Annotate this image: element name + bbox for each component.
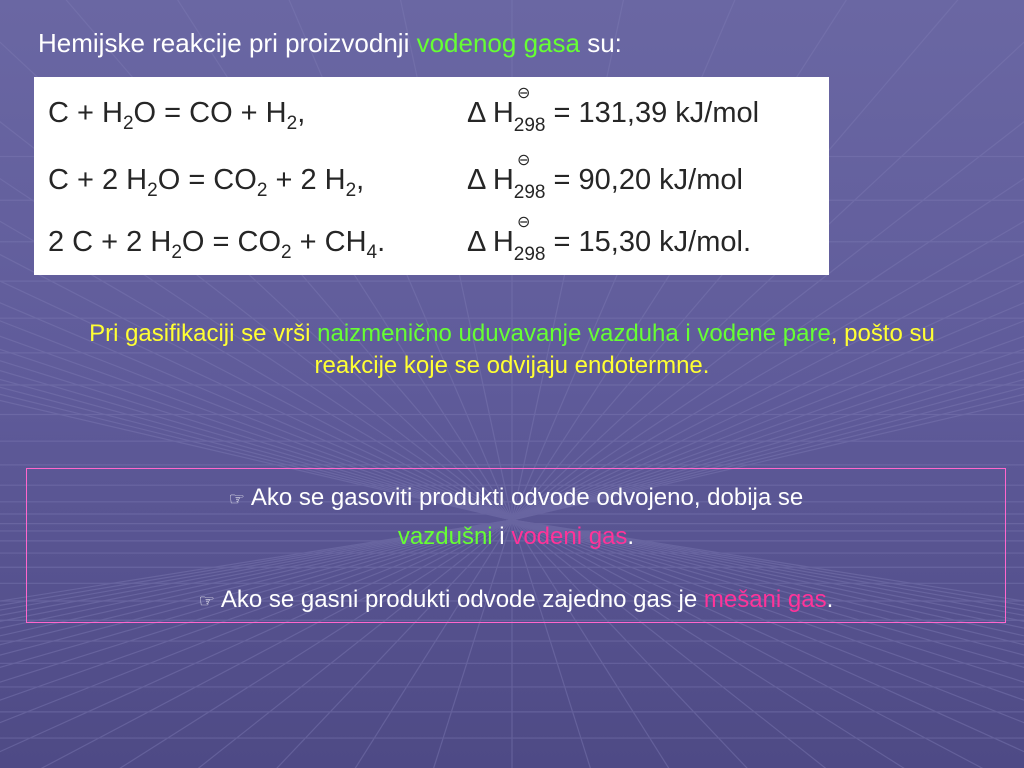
equation-row-3 [34,214,829,276]
bullet-item-2: ☞ Ako se gasni produkti odvode zajedno gas je mešani gas. [198,586,834,613]
bullet-highlight: vazdušni [397,523,493,550]
pointing-hand-icon: ☞ [198,591,215,611]
bullet-highlight: vodeni gas [511,523,628,550]
title-prefix: Hemijske reakcije pri proizvodnji [38,28,410,58]
title-suffix: su: [587,28,622,58]
equation-panel [34,77,829,275]
paragraph-highlight: naizmenično uduvavanje vazduha i vodene pare [317,320,831,347]
title-highlight: vodenog gasa [416,28,580,58]
enthalpy-expression: Δ H ⊖ $_{298}$ = 90,20 kJ/mol [467,152,743,203]
enthalpy-value: = 131,39 kJ/mol [553,97,760,129]
equation-row-2 [34,152,829,214]
equation-lhs: 2 C + 2 $H_2O = CO_2 + CH_4$. [48,226,386,263]
bullet-highlight: mešani gas [703,586,827,613]
equation-row-1 [34,85,829,147]
equation-lhs: $C + H_2O$ = CO + $H_2$, [48,97,306,134]
bullet-item-1: ☞ Ako se gasoviti produkti odvode odvojeno, dobija se vazdušni i vodeni gas. [228,484,804,550]
bullet-box [26,468,1006,623]
slide-title [38,28,622,59]
enthalpy-expression: Δ H ⊖ $_{298}$ = 15,30 kJ/mol. [467,214,752,265]
enthalpy-expression: Δ H ⊖ $_{298}$ = 131,39 kJ/mol [467,85,760,136]
equation-lhs: C + 2 $H_2O = CO_2 + 2$ $H_2$, [48,164,365,201]
gasification-paragraph: Pri gasifikaciji se vrši naizmenično uduvavanje vazduha i vodene pare, pošto su reakcije koje se odvijaju endotermne. [89,320,935,379]
enthalpy-value: = 15,30 kJ/mol. [553,226,752,258]
enthalpy-value: = 90,20 kJ/mol [553,164,743,196]
pointing-hand-icon: ☞ [228,489,245,509]
